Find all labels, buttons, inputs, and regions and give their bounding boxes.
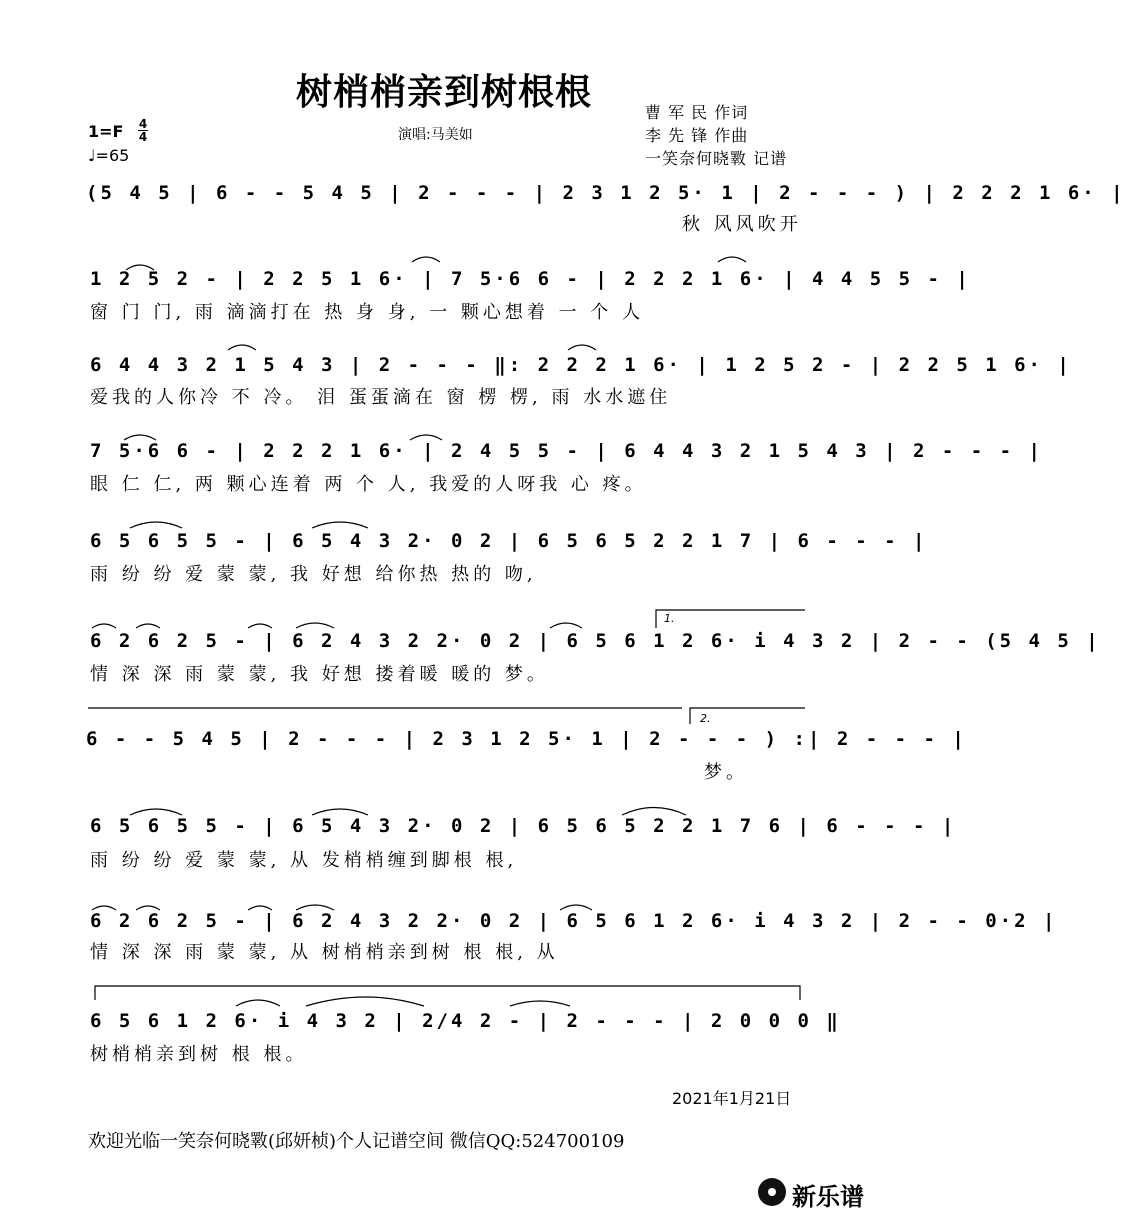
slur xyxy=(124,435,156,440)
system-10-lyrics: 树梢梢亲到树 根 根。 xyxy=(90,1044,308,1065)
time-bottom: 4 xyxy=(138,130,148,144)
system-5-lyrics: 雨 纷 纷 爱 蒙 蒙, 我 好想 给你热 热的 吻, xyxy=(90,564,537,585)
slur xyxy=(568,345,596,350)
time-top: 4 xyxy=(138,117,148,131)
first-ending-bracket xyxy=(656,610,805,628)
slur xyxy=(228,345,256,350)
system-4-lyrics: 眼 仁 仁, 两 颗心连着 两 个 人, 我爱的人呀我 心 疼。 xyxy=(90,474,647,495)
record-icon xyxy=(758,1178,786,1206)
slur xyxy=(236,1000,280,1006)
slur xyxy=(136,624,160,628)
slur xyxy=(306,997,424,1006)
system-7-notes: 6 - - 5 4 5 | 2 - - - | 2 3 1 2 5· 1 | 2 - - - ) :| 2 - - - | xyxy=(86,728,967,750)
slur xyxy=(296,905,334,910)
system-2-lyrics: 窗 门 门, 雨 滴滴打在 热 身 身, 一 颗心想着 一 个 人 xyxy=(90,302,645,323)
slur xyxy=(510,1001,570,1006)
final-bracket xyxy=(95,986,800,1000)
slur xyxy=(312,522,368,528)
slur xyxy=(622,808,686,816)
second-ending-bracket xyxy=(690,708,805,724)
slur xyxy=(718,257,746,262)
slur xyxy=(130,809,182,815)
system-4-notes: 7 5·6 6 - | 2 2 2 1 6· | 2 4 5 5 - | 6 4 4 3 2 1 5 4 3 | 2 - - - | xyxy=(90,440,1043,462)
second-ending-label: 2. xyxy=(700,712,711,725)
system-5-notes: 6 5 6 5 5 - | 6 5 4 3 2· 0 2 | 6 5 6 5 2 2 1 7 | 6 - - - | xyxy=(90,530,928,552)
slur xyxy=(410,435,442,440)
slur xyxy=(248,624,272,628)
system-6-notes: 6 2 6 2 5 - | 6 2 4 3 2 2· 0 2 | 6 5 6 1 2 6· i 4 3 2 | 2 - - (5 4 5 | xyxy=(90,630,1101,652)
system-2-notes: 1 2 5 2 - | 2 2 5 1 6· | 7 5·6 6 - | 2 2 2 1 6· | 4 4 5 5 - | xyxy=(90,268,971,290)
date: 2021年1月21日 xyxy=(672,1089,792,1108)
quarter-note-icon: ♩ xyxy=(88,146,96,165)
slur xyxy=(130,522,182,528)
tempo-value: =65 xyxy=(95,146,130,165)
system-6-lyrics: 情 深 深 雨 蒙 蒙, 我 好想 搂着暖 暖的 梦。 xyxy=(90,664,549,685)
footer-text: 欢迎光临一笑奈何晓斁(邱妍桢)个人记谱空间 微信QQ:524700109 xyxy=(88,1131,625,1152)
system-10-notes: 6 5 6 1 2 6· i 4 3 2 | 2/4 2 - | 2 - - - | 2 0 0 0 ‖ xyxy=(90,1010,841,1032)
system-3-notes: 6 4 4 3 2 1 5 4 3 | 2 - - - ‖: 2 2 2 1 6· | 1 2 5 2 - | 2 2 5 1 6· | xyxy=(90,354,1072,376)
system-1-notes: (5 4 5 | 6 - - 5 4 5 | 2 - - - | 2 3 1 2 5· 1 | 2 - - - ) | 2 2 2 1 6· | xyxy=(86,182,1126,204)
key-label: 1=F xyxy=(88,122,124,141)
first-ending-label: 1. xyxy=(664,612,675,625)
slur xyxy=(312,809,368,815)
composer: 李 先 锋 作曲 xyxy=(645,126,749,145)
slur xyxy=(296,623,334,628)
slur xyxy=(412,257,440,262)
system-1-lyrics: 秋 风风吹开 xyxy=(682,214,802,235)
song-title: 树梢梢亲到树根根 xyxy=(295,71,592,113)
slur xyxy=(92,624,116,628)
system-9-lyrics: 情 深 深 雨 蒙 蒙, 从 树梢梢亲到树 根 根, 从 xyxy=(90,942,559,963)
slur xyxy=(550,623,582,628)
logo-text: 新乐谱 xyxy=(792,1183,864,1211)
singer: 演唱:马美如 xyxy=(398,127,473,143)
slur xyxy=(136,906,160,910)
system-8-lyrics: 雨 纷 纷 爱 蒙 蒙, 从 发梢梢缠到脚根 根, xyxy=(90,850,518,871)
site-logo[interactable] xyxy=(758,1176,878,1211)
system-8-notes: 6 5 6 5 5 - | 6 5 4 3 2· 0 2 | 6 5 6 5 2 2 1 7 6 | 6 - - - | xyxy=(90,815,957,837)
system-3-lyrics: 爱我的人你冷 不 冷。 泪 蛋蛋滴在 窗 楞 楞, 雨 水水遮住 xyxy=(90,387,672,408)
slur xyxy=(560,905,592,910)
system-7-lyrics: 梦。 xyxy=(704,762,748,783)
slur xyxy=(126,265,154,270)
lyricist: 曹 军 民 作词 xyxy=(645,103,749,122)
system-9-notes: 6 2 6 2 5 - | 6 2 4 3 2 2· 0 2 | 6 5 6 1 2 6· i 4 3 2 | 2 - - 0·2 | xyxy=(90,910,1058,932)
slur xyxy=(248,906,272,910)
transcriber: 一笑奈何晓斁 记谱 xyxy=(645,149,788,168)
slur xyxy=(92,906,116,910)
